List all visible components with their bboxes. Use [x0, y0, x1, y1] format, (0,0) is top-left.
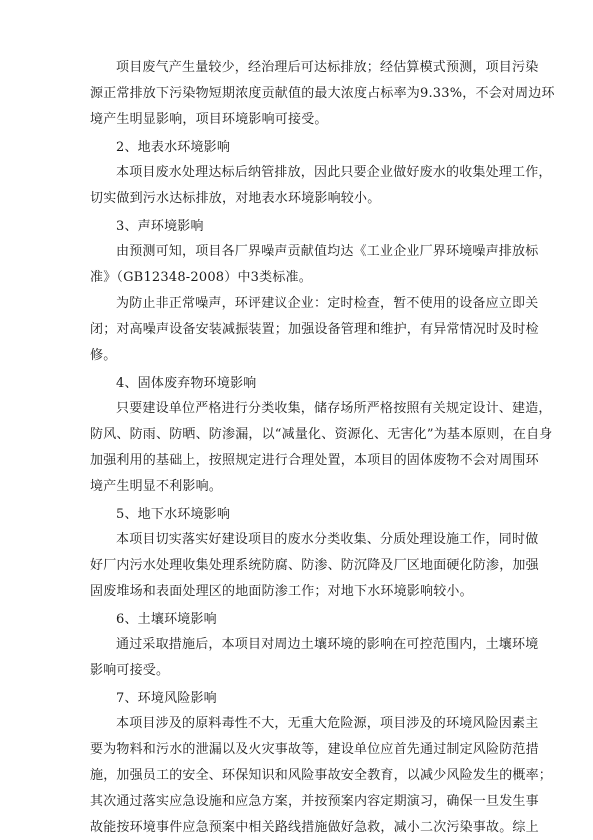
paragraph-line: 准》（GB12348-2008）中3类标准。 [90, 270, 312, 285]
section-heading: 6、土壤环境影响 [116, 612, 217, 627]
paragraph-line: 切实做到污水达标排放，对地表水环境影响较小。 [90, 191, 381, 206]
paragraph-line: 要为物料和污水的泄漏以及火灾事故等，建设单位应首先通过制定风险防范措 [90, 742, 539, 757]
paragraph-line: 施，加强员工的安全、环保知识和风险事故安全教育，以减少风险发生的概率； [90, 768, 553, 783]
paragraph-line: 闭；对高噪声设备安装减振装置；加强设备管理和维护，有异常情况时及时检 [90, 322, 539, 337]
paragraph-line: 修。 [90, 348, 117, 363]
paragraph-line: 故能按环境事件应急预案中相关路线措施做好急救，减小二次污染事故。综上 [90, 820, 539, 835]
paragraph-line: 源正常排放下污染物短期浓度贡献值的最大浓度占标率为9.33%，不会对周边环 [90, 86, 555, 101]
paragraph-line: 通过采取措施后，本项目对周边土壤环境的影响在可控范围内，土壤环境 [116, 637, 539, 652]
section-heading: 7、环境风险影响 [116, 691, 217, 706]
section-heading: 4、固体废弃物环境影响 [116, 376, 257, 391]
paragraph-line: 为防止非正常噪声，环评建议企业：定时检查，暂不使用的设备应立即关 [116, 296, 539, 311]
paragraph-line: 加强利用的基础上，按照规定进行合理处置，本项目的固体废物不会对周围环 [90, 453, 539, 468]
paragraph-line: 本项目废水处理达标后纳管排放，因此只要企业做好废水的收集处理工作， [116, 165, 552, 180]
paragraph-line: 境产生明显不利影响。 [90, 479, 223, 494]
paragraph-line: 好厂内污水处理收集处理系统防腐、防渗、防沉降及厂区地面硬化防渗，加强 [90, 558, 539, 573]
paragraph-line: 由预测可知，项目各厂界噪声贡献值均达《工业企业厂界环境噪声排放标 [116, 244, 539, 259]
paragraph-line: 本项目涉及的原料毒性不大，无重大危险源，项目涉及的环境风险因素主 [116, 716, 539, 731]
section-heading: 2、地表水环境影响 [116, 140, 231, 155]
section-heading: 5、地下水环境影响 [116, 507, 231, 522]
paragraph-line: 境产生明显影响，项目环境影响可接受。 [90, 112, 328, 127]
paragraph-line: 本项目切实落实好建设项目的废水分类收集、分质处理设施工作，同时做 [116, 532, 539, 547]
paragraph-line: 其次通过落实应急设施和应急方案，并按预案内容定期演习，确保一旦发生事 [90, 794, 539, 809]
paragraph-line: 影响可接受。 [90, 663, 170, 678]
paragraph-line: 项目废气产生量较少，经治理后可达标排放；经估算模式预测，项目污染 [116, 60, 539, 75]
paragraph-line: 防风、防雨、防晒、防渗漏，以“减量化、资源化、无害化”为基本原则，在自身 [90, 427, 553, 442]
paragraph-line: 只要建设单位严格进行分类收集，储存场所严格按照有关规定设计、建造， [116, 401, 552, 416]
section-heading: 3、声环境影响 [116, 219, 204, 234]
paragraph-line: 固废堆场和表面处理区的地面防渗工作；对地下水环境影响较小。 [90, 584, 473, 599]
